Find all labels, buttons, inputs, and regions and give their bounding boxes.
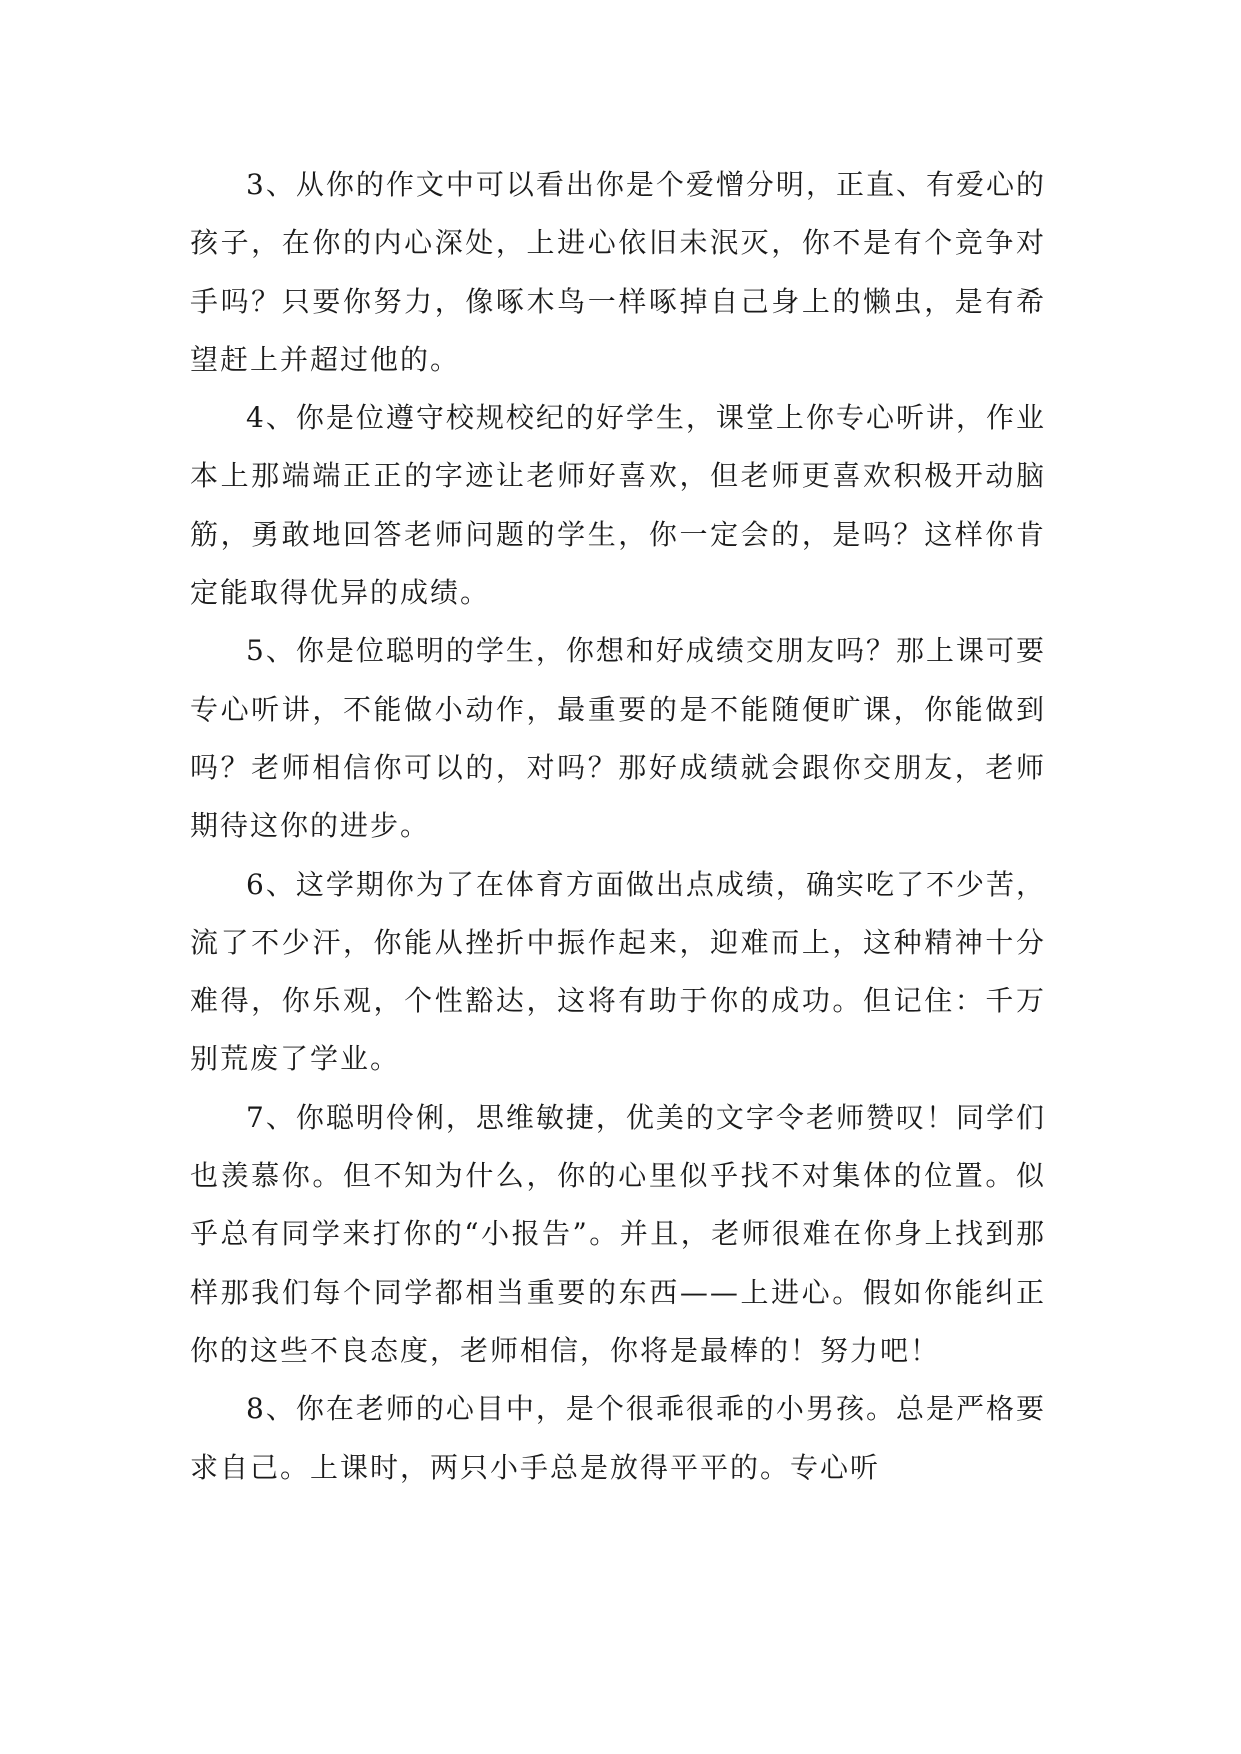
comment-paragraph-6: 6、这学期你为了在体育方面做出点成绩，确实吃了不少苦，流了不少汗，你能从挫折中振作起来，迎难而上，这种精神十分难得，你乐观，个性豁达，这将有助于你的成功。但记住：千万别荒废了学业。 [190,867,1046,1076]
comment-paragraph-7: 7、你聪明伶俐，思维敏捷，优美的文字令老师赞叹！同学们也羡慕你。但不知为什么，你的心里似乎找不对集体的位置。似乎总有同学来打你的“小报告”。并且，老师很难在你身上找到那样那我们每个同学都相当重要的东西——上进心。假如你能纠正你的这些不良态度，老师相信，你将是最棒的！努力吧！ [190,1100,1046,1367]
comment-paragraph-3: 3、从你的作文中可以看出你是个爱憎分明，正直、有爱心的孩子，在你的内心深处，上进心依旧未泯灭，你不是有个竞争对手吗？只要你努力，像啄木鸟一样啄掉自己身上的懒虫，是有希望赶上并超过他的。 [190,168,1046,376]
comment-paragraph-8: 8、你在老师的心目中，是个很乖很乖的小男孩。总是严格要求自己。上课时，两只小手总是放得平平的。专心听 [190,1392,1046,1484]
document-body [190,156,1046,1497]
comment-paragraph-5: 5、你是位聪明的学生，你想和好成绩交朋友吗？那上课可要专心听讲，不能做小动作，最重要的是不能随便旷课，你能做到吗？老师相信你可以的，对吗？那好成绩就会跟你交朋友，老师期待这你的进步。 [190,634,1046,843]
comment-paragraph-4: 4、你是位遵守校规校纪的好学生，课堂上你专心听讲，作业本上那端端正正的字迹让老师好喜欢，但老师更喜欢积极开动脑筋，勇敢地回答老师问题的学生，你一定会的，是吗？这样你肯定能取得优异的成绩。 [190,401,1046,610]
